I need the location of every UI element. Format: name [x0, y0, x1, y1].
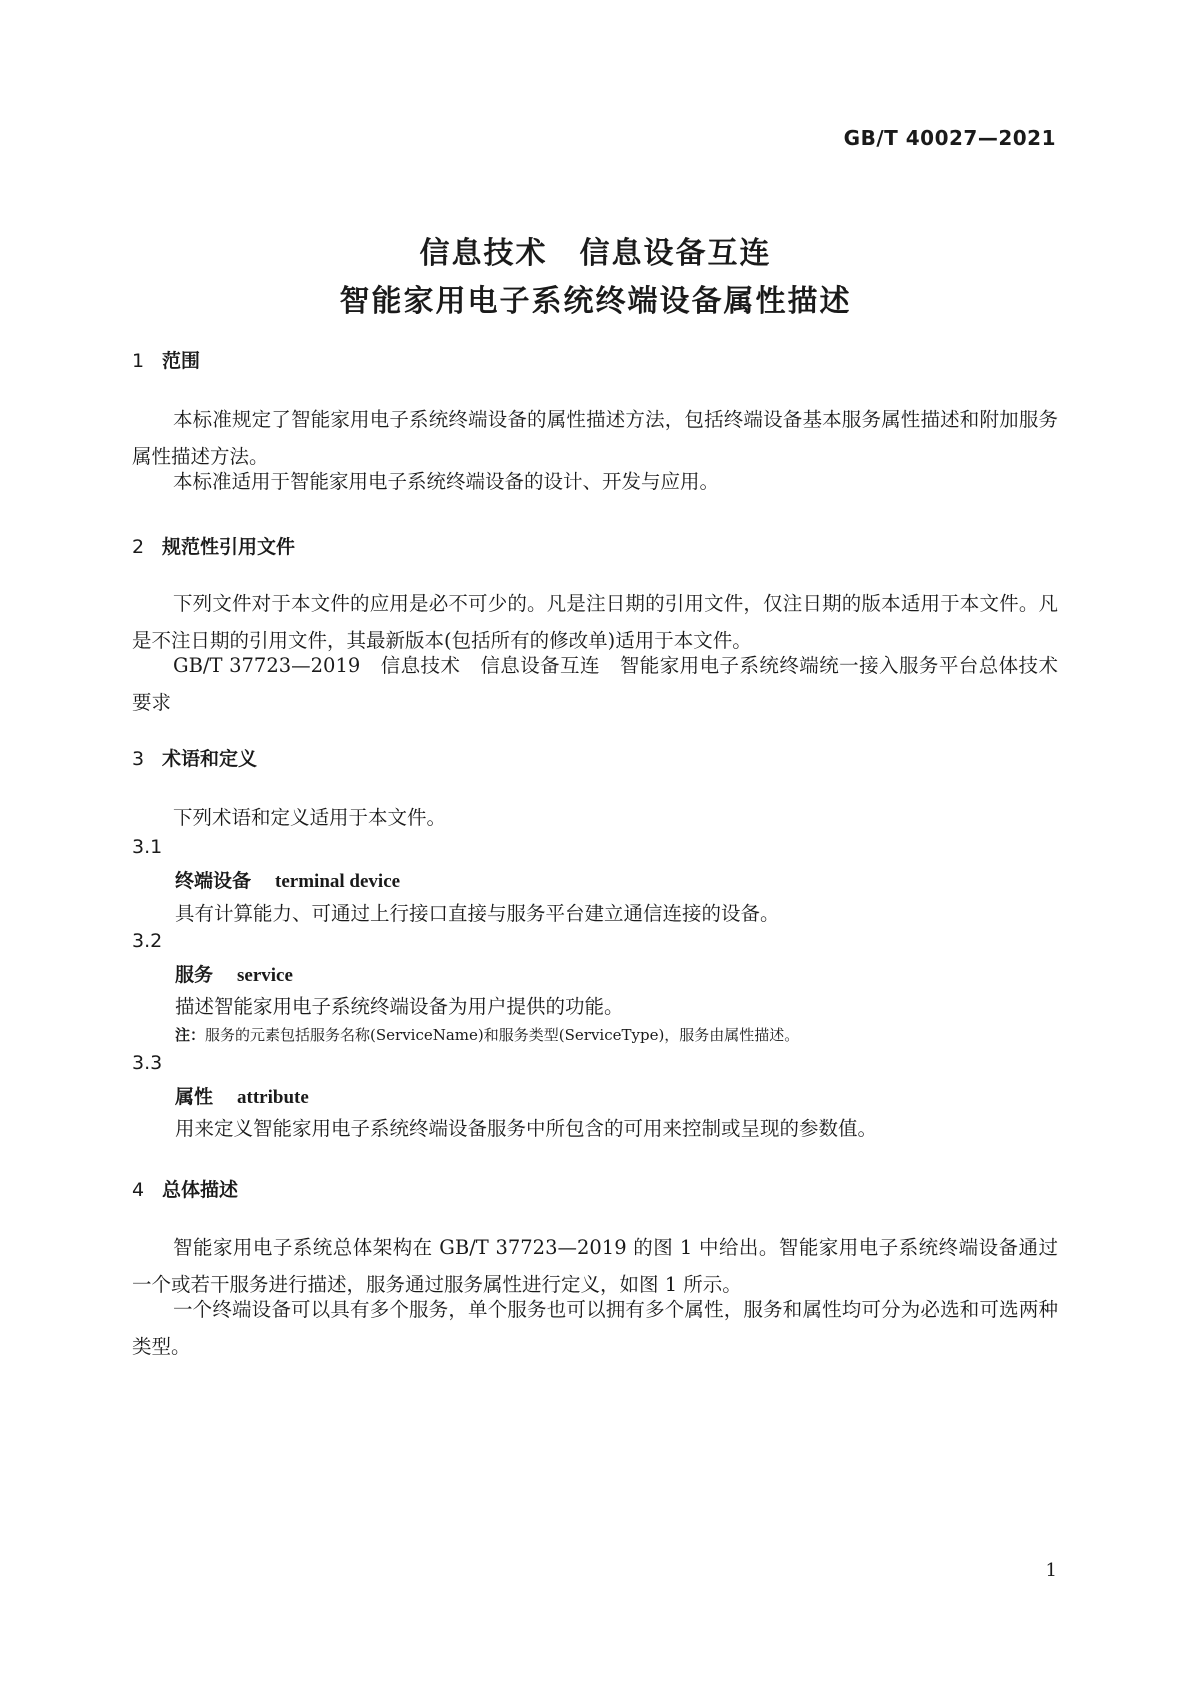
section-title: 术语和定义: [162, 748, 258, 770]
standard-code: GB/T 40027—2021: [843, 126, 1056, 150]
section-number: 2: [132, 536, 145, 558]
term-3-3: [175, 1082, 309, 1109]
term-chinese: 服务: [175, 964, 214, 986]
definition-3-1: 具有计算能力、可通过上行接口直接与服务平台建立通信连接的设备。: [175, 902, 780, 925]
section-1-paragraph-2: 本标准适用于智能家用电子系统终端设备的设计、开发与应用。: [173, 470, 720, 493]
term-3-2: [175, 960, 293, 987]
note-text: 服务的元素包括服务名称(ServiceName)和服务类型(ServiceType)，服务由属性描述。: [205, 1026, 800, 1044]
section-title: 规范性引用文件: [162, 536, 296, 558]
term-english: attribute: [237, 1087, 309, 1108]
page-number: 1: [1045, 1560, 1057, 1581]
term-chinese: 终端设备: [175, 870, 252, 892]
term-3-1: [175, 866, 400, 893]
section-1-heading: [132, 346, 200, 373]
clause-number-3-2: 3.2: [132, 930, 163, 952]
definition-3-3: 用来定义智能家用电子系统终端设备服务中所包含的可用来控制或呈现的参数值。: [175, 1117, 878, 1140]
section-2-paragraph-1: 下列文件对于本文件的应用是必不可少的。凡是注日期的引用文件，仅注日期的版本适用于本文件。凡是不注日期的引用文件，其最新版本(包括所有的修改单)适用于本文件。: [132, 592, 1058, 652]
section-title: 总体描述: [162, 1179, 239, 1201]
definition-3-2: 描述智能家用电子系统终端设备为用户提供的功能。: [175, 995, 624, 1018]
section-3-paragraph-1: 下列术语和定义适用于本文件。: [173, 806, 447, 829]
term-english: service: [237, 965, 293, 986]
section-1-paragraph-1: 本标准规定了智能家用电子系统终端设备的属性描述方法，包括终端设备基本服务属性描述和附加服务属性描述方法。: [132, 408, 1058, 468]
clause-number-3-3: 3.3: [132, 1052, 163, 1074]
clause-number-3-1: 3.1: [132, 836, 163, 858]
normative-reference: GB/T 37723—2019 信息技术 信息设备互连 智能家用电子系统终端统一接入服务平台总体技术要求: [132, 654, 1058, 714]
section-title: 范围: [162, 350, 201, 372]
document-title-line-2: 智能家用电子系统终端设备属性描述: [339, 284, 852, 319]
term-english: terminal device: [275, 871, 401, 892]
section-number: 4: [132, 1179, 145, 1201]
term-chinese: 属性: [175, 1086, 214, 1108]
note-label: 注：: [175, 1026, 206, 1044]
document-title-line-1: 信息技术 信息设备互连: [419, 236, 772, 271]
note-3-2: [175, 1024, 799, 1045]
section-4-heading: [132, 1175, 238, 1202]
section-4-paragraph-2: 一个终端设备可以具有多个服务，单个服务也可以拥有多个属性，服务和属性均可分为必选和可选两种类型。: [132, 1298, 1058, 1358]
section-number: 1: [132, 350, 145, 372]
section-number: 3: [132, 748, 145, 770]
section-3-heading: [132, 744, 257, 771]
section-2-heading: [132, 532, 295, 559]
section-4-paragraph-1: 智能家用电子系统总体架构在 GB/T 37723—2019 的图 1 中给出。智能家用电子系统终端设备通过一个或若干服务进行描述，服务通过服务属性进行定义，如图 1 所示。: [132, 1236, 1058, 1296]
